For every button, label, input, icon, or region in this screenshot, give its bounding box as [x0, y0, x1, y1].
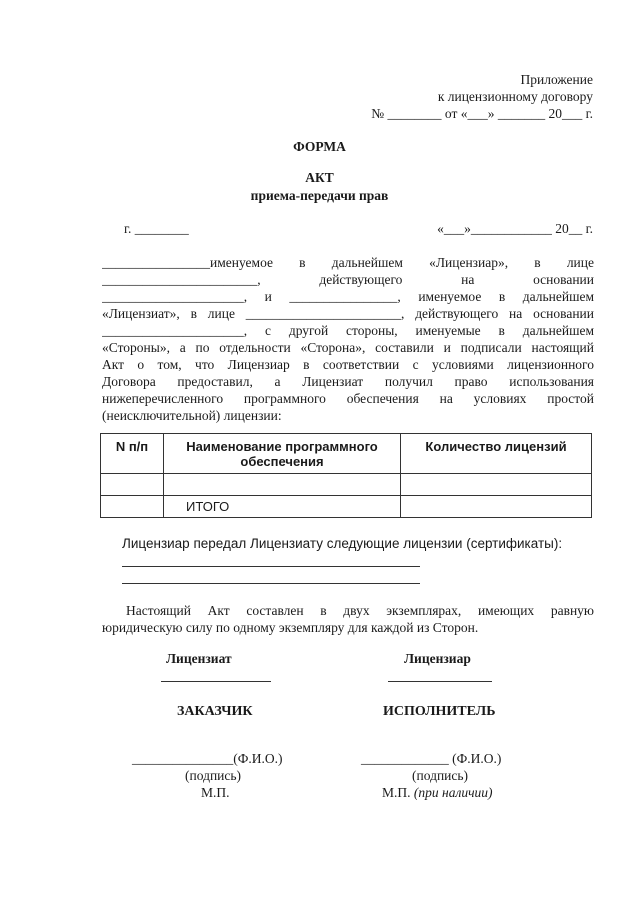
- appendix-label: Приложение: [520, 72, 593, 87]
- software-table: [100, 433, 592, 518]
- licensee-role: Лицензиат: [166, 651, 232, 666]
- col-software-header: [164, 434, 401, 474]
- body-line: Договора предоставил, а Лицензиат получил право использования: [102, 374, 594, 389]
- table-header-row: [101, 434, 592, 474]
- licensor-role: Лицензиар: [404, 651, 471, 666]
- closing-line: юридическую силу по одному экземпляру для каждой из Сторон.: [102, 620, 479, 635]
- place-field: г. ________: [124, 221, 189, 236]
- table-row: [101, 474, 592, 496]
- appendix-number-line: № ________ от «___» _______ 20___ г.: [371, 106, 593, 121]
- body-line: _______________________, действующего на основании: [102, 272, 594, 287]
- date-field: «___»____________ 20__ г.: [437, 221, 593, 236]
- licenses-transfer-text: Лицензиар передал Лицензиату следующие лицензии (сертификаты):: [122, 536, 563, 551]
- customer-fio: _______________(Ф.И.О.): [132, 751, 283, 766]
- blank-line: [122, 566, 420, 567]
- body-line: «Лицензиат», в лице _______________________, действующего на основании: [102, 306, 594, 321]
- document-title: АКТ: [305, 170, 334, 185]
- table-cell: [101, 474, 164, 496]
- table-cell: [164, 474, 401, 496]
- contractor-label: ИСПОЛНИТЕЛЬ: [383, 704, 496, 719]
- licensor-sign-line: [388, 681, 492, 682]
- stamp-note: (при наличии): [413, 785, 493, 800]
- licensee-sign-line: [161, 681, 271, 682]
- body-line: _____________________, и ________________, именуемое в дальнейшем: [102, 289, 594, 304]
- table-cell: [101, 496, 164, 518]
- customer-stamp-label: М.П.: [201, 785, 230, 800]
- body-line: «Стороны», а по отдельности «Сторона», составили и подписали настоящий: [102, 340, 594, 355]
- total-label: ИТОГО: [164, 496, 401, 518]
- customer-signature-caption: (подпись): [185, 768, 242, 783]
- table-total-row: [101, 496, 592, 518]
- body-line: Акт о том, что Лицензиар в соответствии с условиями лицензионного: [102, 357, 594, 372]
- body-line: _____________________, с другой стороны, именуемые в дальнейшем: [102, 323, 594, 338]
- closing-line: Настоящий Акт составлен в двух экземплярах, имеющих равную: [126, 603, 594, 618]
- col-number-header: N п/п: [101, 434, 164, 474]
- table-cell: [401, 474, 592, 496]
- contractor-signature-caption: (подпись): [412, 768, 469, 783]
- customer-label: ЗАКАЗЧИК: [177, 704, 253, 719]
- contractor-stamp: [382, 785, 493, 801]
- document-subtitle: приема-передачи прав: [250, 188, 389, 203]
- contractor-fio: _____________ (Ф.И.О.): [361, 751, 502, 766]
- col-licenses-header: Количество лицензий: [401, 434, 592, 474]
- form-label: ФОРМА: [293, 139, 346, 154]
- appendix-contract-label: к лицензионному договору: [437, 89, 593, 104]
- body-line: нижеперечисленного программного обеспечения на условиях простой: [102, 391, 594, 406]
- table-cell: [401, 496, 592, 518]
- contractor-stamp-label: М.П.: [382, 785, 411, 800]
- body-line: ________________именуемое в дальнейшем «Лицензиар», в лице: [102, 255, 594, 270]
- blank-line: [122, 583, 420, 584]
- col-software-header-line1: Наименование программного: [186, 439, 378, 454]
- body-line-last: (неисключительной) лицензии:: [102, 408, 282, 423]
- col-software-header-line2: обеспечения: [240, 454, 324, 469]
